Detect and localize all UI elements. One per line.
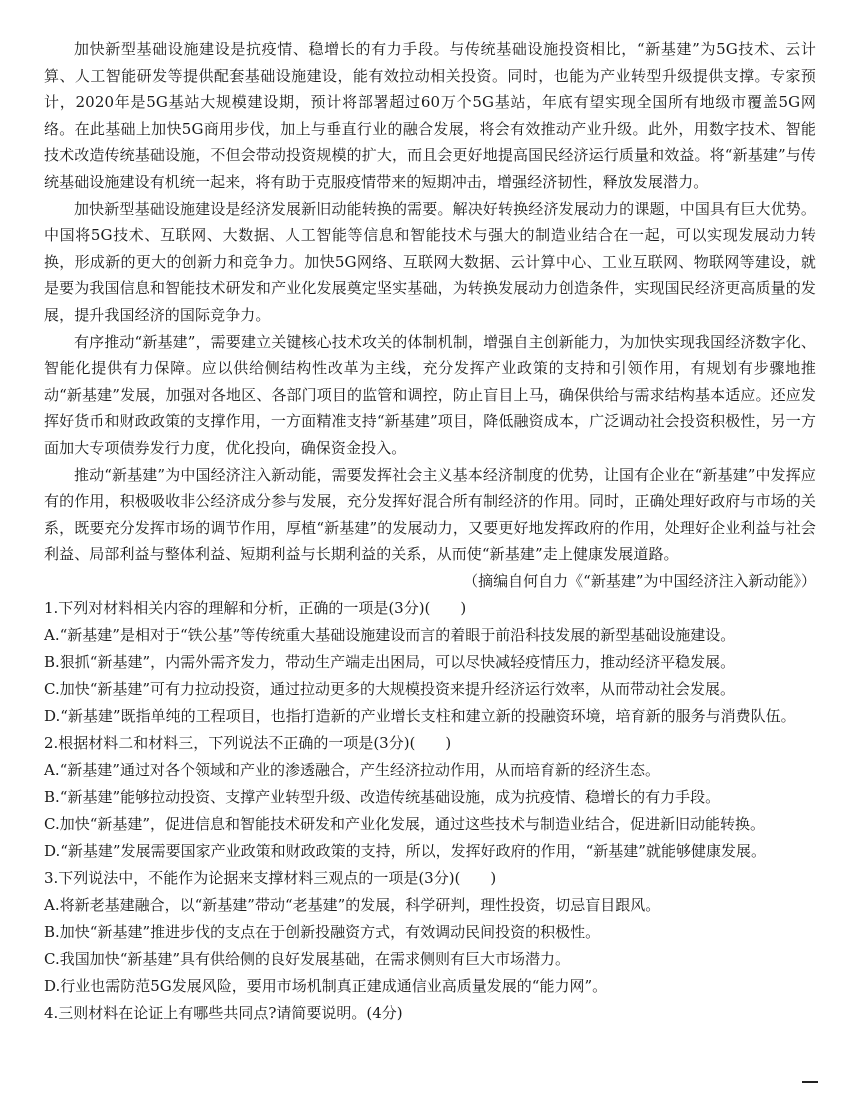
option-b: B.加快“新基建”推进步伐的支点在于创新投融资方式，有效调动民间投资的积极性。 <box>44 922 601 941</box>
question-stem: 3.下列说法中，不能作为论据来支撑材料三观点的一项是(3分)( ) <box>44 868 497 887</box>
page-footer-dash <box>802 1081 818 1083</box>
option-c: C.加快“新基建”，促进信息和智能技术研发和产业化发展，通过这些技术与制造业结合，促进新旧动能转换。 <box>44 814 766 833</box>
question-1 <box>44 595 816 730</box>
option-d: D.“新基建”既指单纯的工程项目，也指打造新的产业增长支柱和建立新的投融资环境，培育新的服务与消费队伍。 <box>44 706 796 725</box>
option-c: C.加快“新基建”可有力拉动投资，通过拉动更多的大规模投资来提升经济运行效率，从而带动社会发展。 <box>44 679 736 698</box>
question-stem: 2.根据材料二和材料三，下列说法不正确的一项是(3分)( ) <box>44 733 452 752</box>
question-2 <box>44 730 816 865</box>
option-b: B.“新基建”能够拉动投资、支撑产业转型升级、改造传统基础设施，成为抗疫情、稳增长的有力手段。 <box>44 787 721 806</box>
option-a: A.“新基建”通过对各个领域和产业的渗透融合，产生经济拉动作用，从而培育新的经济生态。 <box>44 760 660 779</box>
option-b: B.狠抓“新基建”，内需外需齐发力，带动生产端走出困局，可以尽快减轻疫情压力，推动经济平稳发展。 <box>44 652 736 671</box>
question-stem: 1.下列对材料相关内容的理解和分析，正确的一项是(3分)( ) <box>44 598 467 617</box>
option-d: D.行业也需防范5G发展风险，要用市场机制真正建成通信业高质量发展的“能力网”。 <box>44 976 608 995</box>
source-citation: （摘编自何自力《“新基建”为中国经济注入新动能》） <box>463 571 816 590</box>
option-d: D.“新基建”发展需要国家产业政策和财政政策的支持，所以，发挥好政府的作用，“新基建”就能够健康发展。 <box>44 841 766 860</box>
paragraph-2: 加快新型基础设施建设是经济发展新旧动能转换的需要。解决好转换经济发展动力的课题，中国具有巨大优势。中国将5G技术、互联网、大数据、人工智能等信息和智能技术与强大的制造业结合在一起，可以实现发展动力转换，形成新的更大的创新力和竞争力。加快5G网络、互联网大数据、云计算中心、工业互联网、物联网等建设，就是要为我国信息和智能技术研发和产业化发展奠定坚实基础，为转换发展动力创造条件，实现国民经济更高质量的发展，提升我国经济的国际竞争力。 <box>44 199 816 324</box>
paragraph-4: 推动“新基建”为中国经济注入新动能，需要发挥社会主义基本经济制度的优势，让国有企业在“新基建”中发挥应有的作用，积极吸收非公经济成分参与发展，充分发挥好混合所有制经济的作用。同时，正确处理好政府与市场的关系，既要充分发挥市场的调节作用，厚植“新基建”的发展动力，又要更好地发挥政府的作用，处理好企业利益与社会利益、局部利益与整体利益、短期利益与长期利益的关系，从而使“新基建”走上健康发展道路。 <box>44 465 816 564</box>
paragraph-1: 加快新型基础设施建设是抗疫情、稳增长的有力手段。与传统基础设施投资相比，“新基建”为5G技术、云计算、人工智能研发等提供配套基础设施建设，能有效拉动相关投资。同时，也能为产业转型升级提供支撑。专家预计，2020年是5G基站大规模建设期，预计将部署超过60万个5G基站，年底有望实现全国所有地级市覆盖5G网络。在此基础上加快5G商用步伐，加上与垂直行业的融合发展，将会有效推动产业升级。此外，用数字技术、智能技术改造传统基础设施，不但会带动投资规模的扩大，而且会更好地提高国民经济运行质量和效益。将“新基建”与传统基础设施建设有机统一起来，将有助于克服疫情带来的短期冲击，增强经济韧性，释放发展潜力。 <box>44 40 816 191</box>
option-a: A.将新老基建融合，以“新基建”带动“老基建”的发展，科学研判，理性投资，切忌盲目跟风。 <box>44 895 661 914</box>
option-a: A.“新基建”是相对于“铁公基”等传统重大基础设施建设而言的着眼于前沿科技发展的新型基础设施建设。 <box>44 625 736 644</box>
question-3 <box>44 865 816 1000</box>
paragraph-3: 有序推动“新基建”，需要建立关键核心技术攻关的体制机制，增强自主创新能力，为加快实现我国经济数字化、智能化提供有力保障。应以供给侧结构性改革为主线，充分发挥产业政策的支持和引领作用，有规划有步骤地推动“新基建”发展，加强对各地区、各部门项目的监管和调控，防止盲目上马，确保供给与需求结构基本适应。还应发挥好货币和财政政策的支撑作用，一方面精准支持“新基建”项目，降低融资成本，广泛调动社会投资积极性，另一方面加大专项债券发行力度，优化投向，确保资金投入。 <box>44 332 816 457</box>
question-stem: 4.三则材料在论证上有哪些共同点?请简要说明。(4分) <box>44 1003 403 1022</box>
option-c: C.我国加快“新基建”具有供给侧的良好发展基础，在需求侧则有巨大市场潜力。 <box>44 949 571 968</box>
question-4 <box>44 1000 816 1027</box>
document-content <box>44 36 816 1027</box>
